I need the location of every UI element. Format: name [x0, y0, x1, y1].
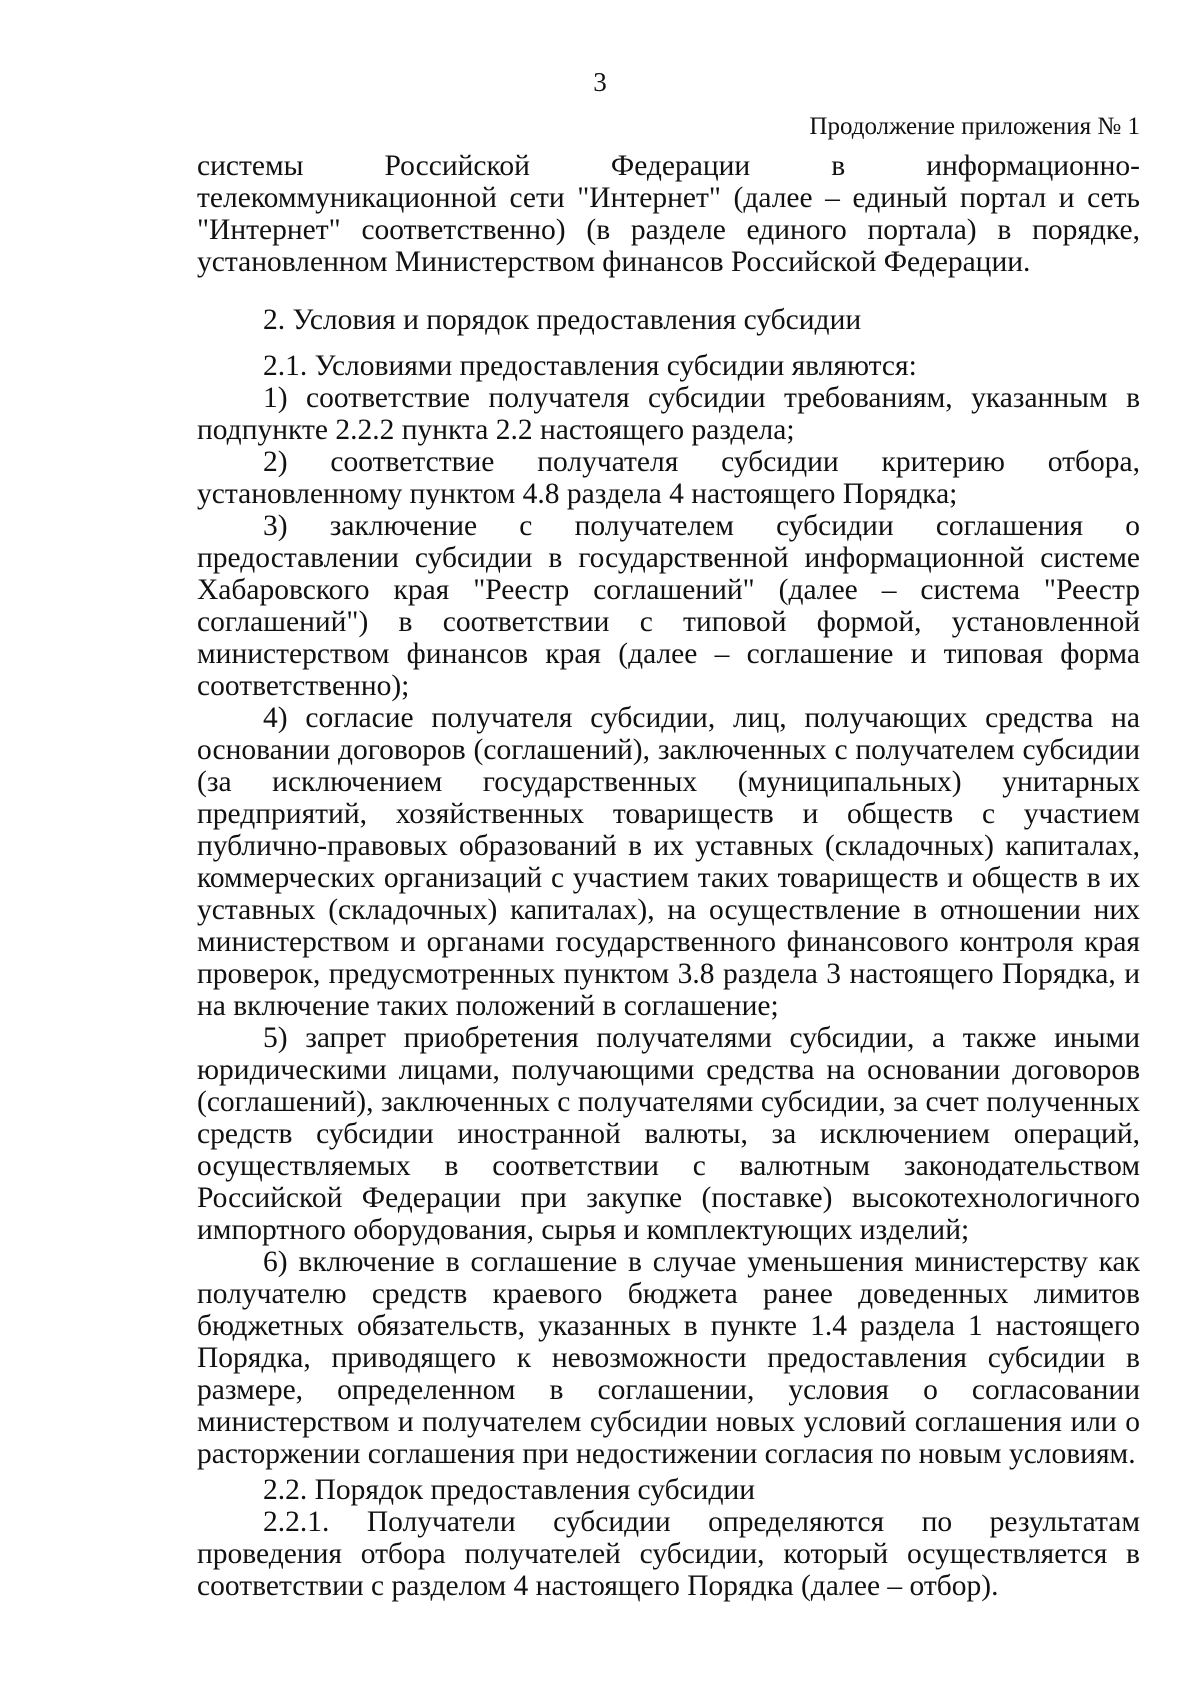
appendix-note: Продолжение приложения № 1	[809, 113, 1140, 140]
continuation-paragraph: системы Российской Федерации в информационно-телекоммуникационной сети "Интернет" (далее – единый портал и сеть "Интернет" соответственно) (в разделе единого портала) в порядке, установленном Министерством финансов Российской Федерации.	[197, 150, 1140, 278]
clause-2-1: 2.1. Условиями предоставления субсидии являются:	[263, 350, 917, 382]
condition-item-5: 5) запрет приобретения получателями субсидии, а также иными юридическими лицами, получающими средства на основании договоров (соглашений), заключенных с получателями субсидии, за счет полученных средств субсидии иностранной валюты, за исключением операций, осуществляемых в соответствии с валютным законодательством Российской Федерации при закупке (поставке) высокотехнологичного импортного оборудования, сырья и комплектующих изделий;	[197, 1022, 1140, 1246]
condition-item-4: 4) согласие получателя субсидии, лиц, получающих средства на основании договоров (соглашений), заключенных с получателем субсидии (за исключением государственных (муниципальных) унитарных предприятий, хозяйственных товариществ и обществ с участием публично-правовых образований в их уставных (складочных) капиталах, коммерческих организаций с участием таких товариществ и обществ в их уставных (складочных) капиталах), на осуществление в отношении них министерством и органами государственного финансового контроля края проверок, предусмотренных пунктом 3.8 раздела 3 настоящего Порядка, и на включение таких положений в соглашение;	[197, 702, 1140, 1022]
condition-item-6: 6) включение в соглашение в случае уменьшения министерству как получателю средств краевого бюджета ранее доведенных лимитов бюджетных обязательств, указанных в пункте 1.4 раздела 1 настоящего Порядка, приводящего к невозможности предоставления субсидии в размере, определенном в соглашении, условия о согласовании министерством и получателем субсидии новых условий соглашения или о расторжении соглашения при недостижении согласия по новым условиям.	[197, 1246, 1140, 1470]
document-body	[197, 150, 1140, 1602]
clause-2-2-1: 2.2.1. Получатели субсидии определяются по результатам проведения отбора получателей субсидии, который осуществляется в соответствии с разделом 4 настоящего Порядка (далее – отбор).	[197, 1506, 1140, 1602]
condition-item-3: 3) заключение с получателем субсидии соглашения о предоставлении субсидии в государственной информационной системе Хабаровского края "Реестр соглашений" (далее – система "Реестр соглашений") в соответствии с типовой формой, установленной министерством финансов края (далее – соглашение и типовая форма соответственно);	[197, 510, 1140, 702]
condition-item-2: 2) соответствие получателя субсидии критерию отбора, установленному пунктом 4.8 раздела 4 настоящего Порядка;	[197, 446, 1140, 510]
clause-2-2: 2.2. Порядок предоставления субсидии	[263, 1474, 756, 1506]
section-2-title: 2. Условия и порядок предоставления субсидии	[263, 304, 862, 336]
condition-item-1: 1) соответствие получателя субсидии требованиям, указанным в подпункте 2.2.2 пункта 2.2 настоящего раздела;	[197, 382, 1140, 446]
page-number: 3	[593, 67, 607, 97]
